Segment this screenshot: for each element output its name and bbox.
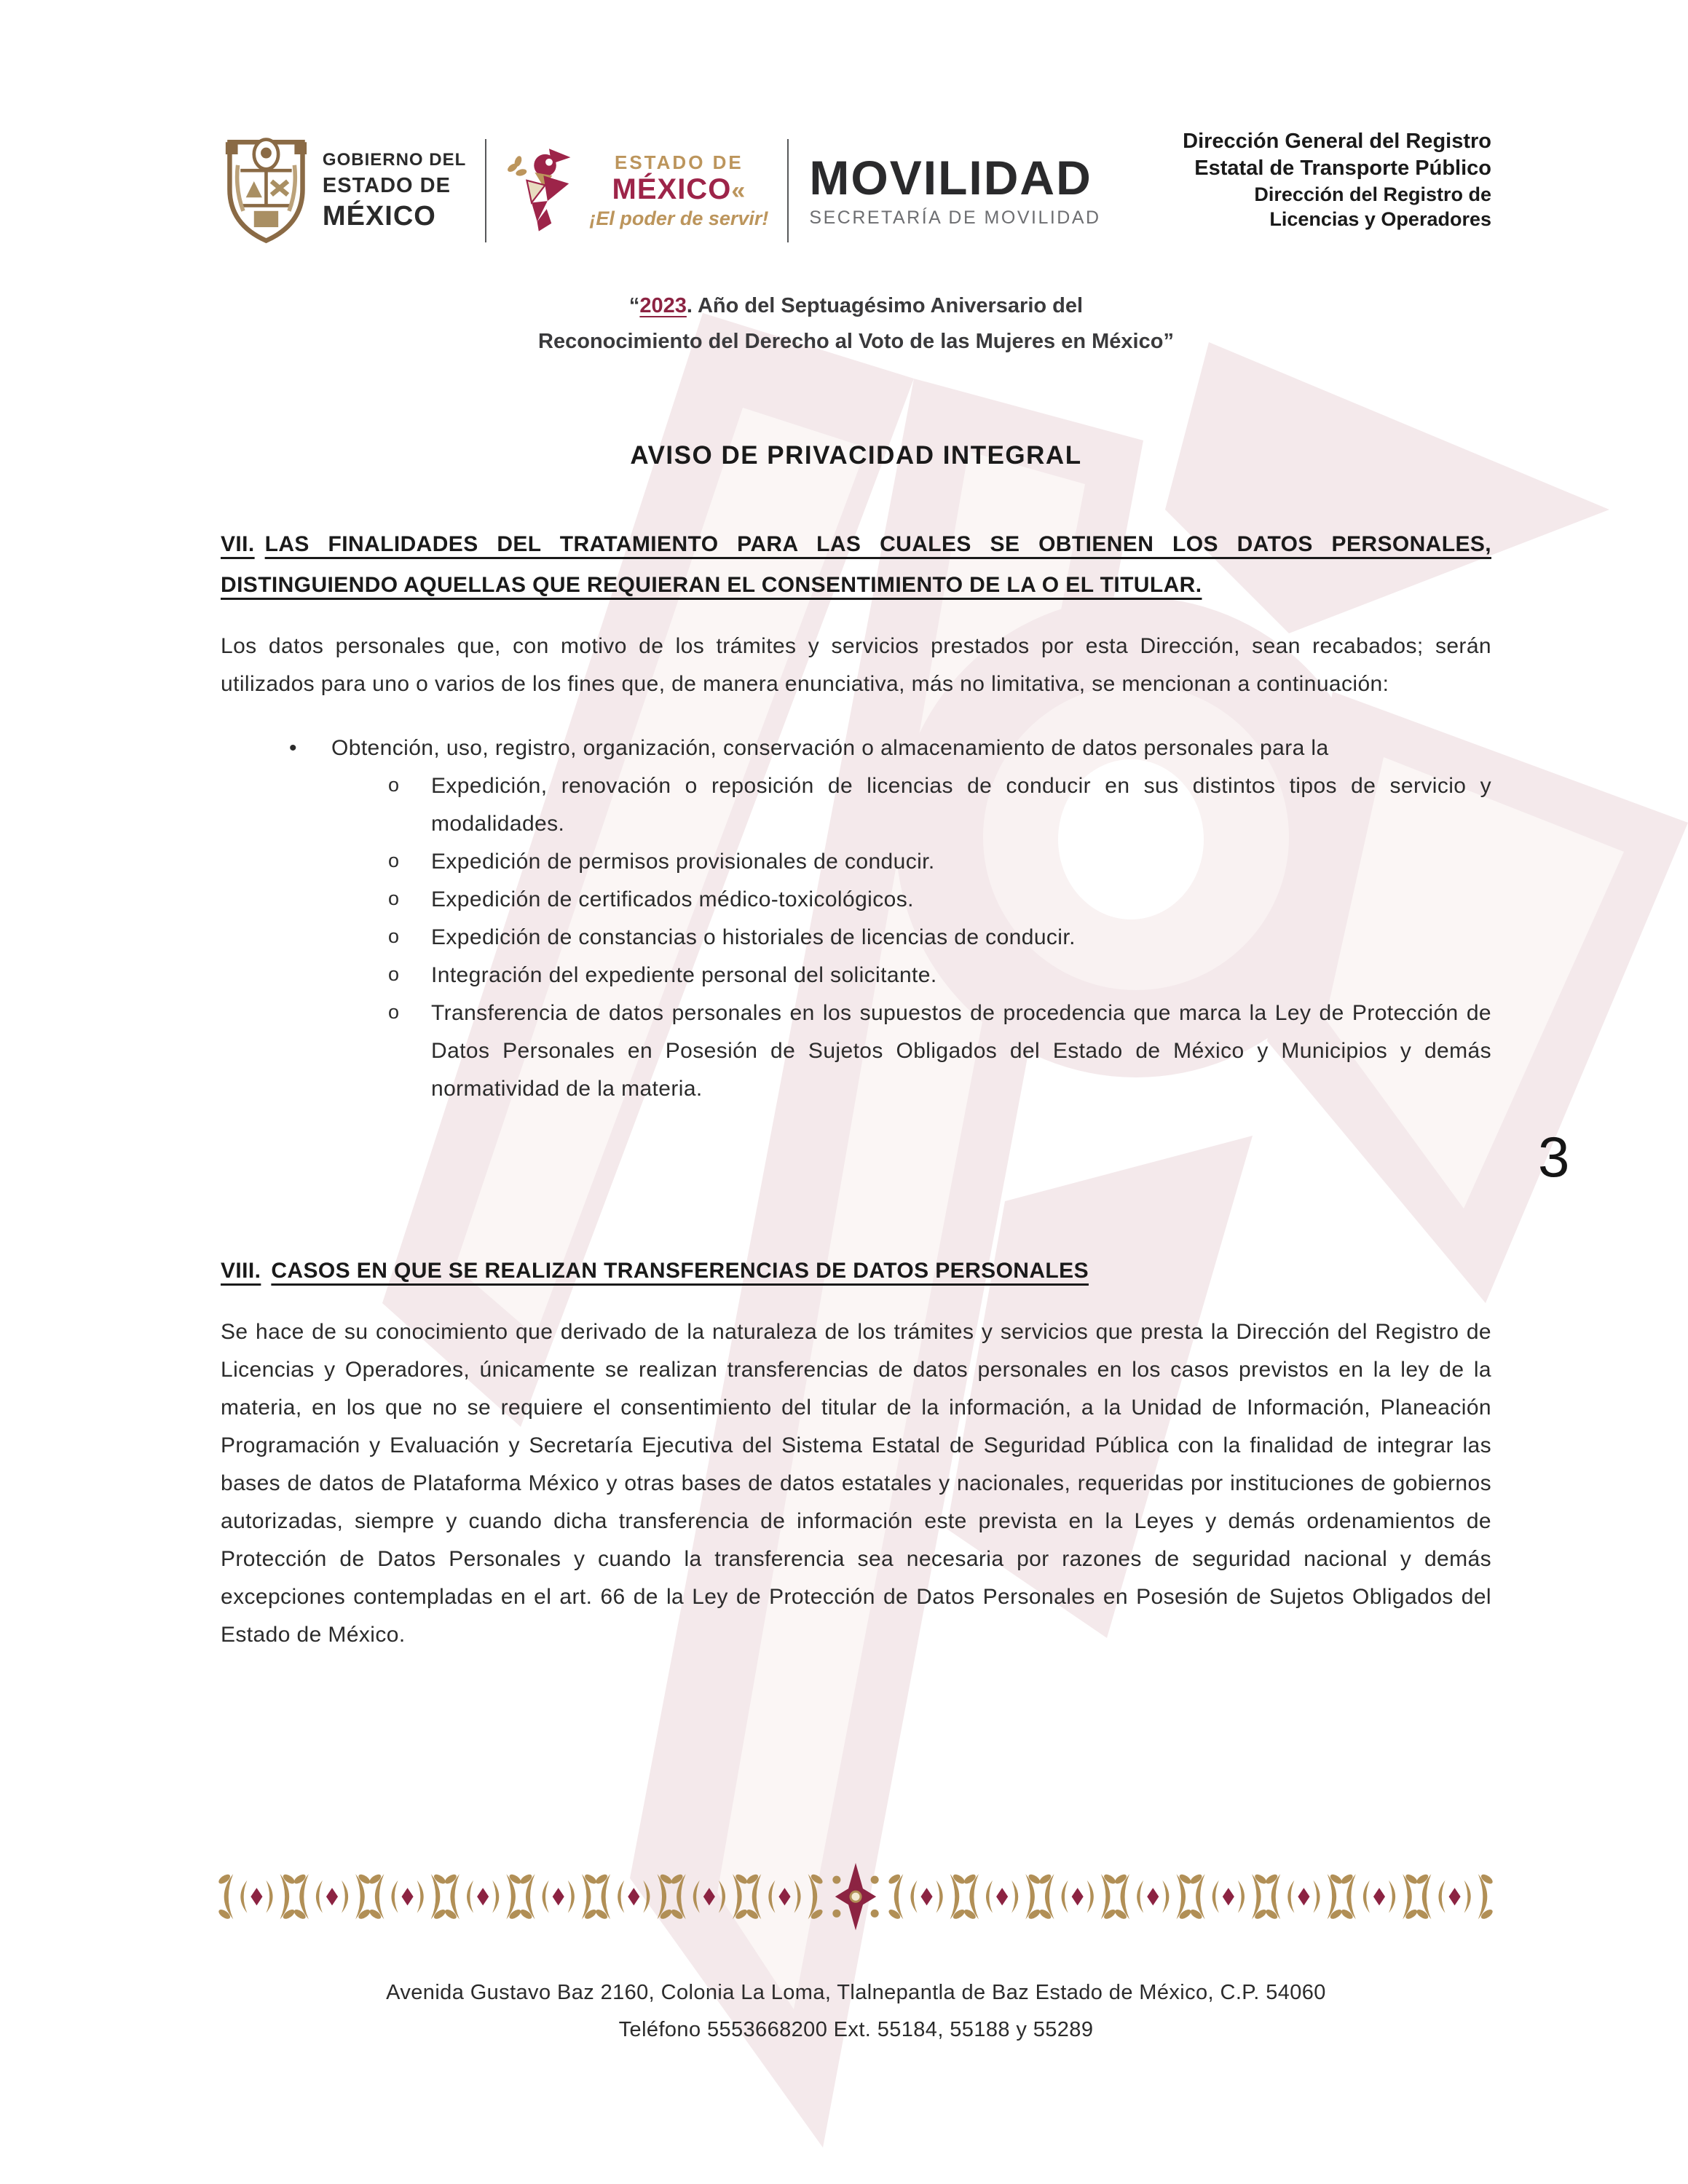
movilidad-title: MOVILIDAD xyxy=(809,150,1092,205)
edomex-chevrons: « xyxy=(731,177,746,205)
section-8-heading-text: CASOS EN QUE SE REALIZAN TRANSFERENCIAS DE DATOS PERSONALES xyxy=(271,1259,1089,1283)
list-item-text: Expedición de permisos provisionales de conducir. xyxy=(431,850,935,874)
header-logo-row xyxy=(224,125,1101,256)
list-item xyxy=(388,919,1491,957)
gobierno-line3: MÉXICO xyxy=(322,201,436,232)
gobierno-line2: ESTADO DE xyxy=(322,174,451,197)
list-item xyxy=(388,994,1491,1108)
list-item-text: Obtención, uso, registro, organización, conservación o almacenamiento de datos personales para la xyxy=(331,736,1329,760)
list-item-text: Integración del expediente personal del solicitante. xyxy=(431,963,937,987)
circle-bullet-icon: o xyxy=(388,1001,400,1023)
list-item xyxy=(289,729,1491,1108)
list-item-text: Expedición, renovación o reposición de licencias de conducir en sus distintos tipos de servicio y modalidades. xyxy=(431,774,1491,836)
motto-open-quote: “ xyxy=(628,294,640,317)
page-number: 3 xyxy=(1538,1125,1570,1189)
circle-bullet-icon: o xyxy=(388,887,400,909)
list-item xyxy=(388,767,1491,843)
document-body xyxy=(221,437,1491,1680)
list-item-text: Expedición de constancias o historiales de licencias de conducir. xyxy=(431,925,1076,949)
year-motto xyxy=(221,288,1491,360)
motto-line1-rest: . Año del Septuagésimo Aniversario del xyxy=(686,294,1084,317)
section-8-body: Se hace de su conocimiento que derivado de la naturaleza de los trámites y servicios que presta la Dirección del Registro de Licencias y Operadores, únicamente se realizan transferencias de datos personales en los casos previstos en la ley de la materia, en los que no se requiere el consentimiento del titular de la información, a la Unidad de Información, Planeación Programación y Evaluación y Secretaría Ejecutiva del Sistema Estatal de Seguridad Pública con la finalidad de integrar las bases de datos de Plataforma México y otras bases de datos estatales y nacionales, requeridas por instituciones de gobiernos autorizadas, siempre y cuando dicha transferencia de información este prevista en la Leyes y demás ordenamientos de Protección de Datos Personales y cuando la transferencia sea necesaria por razones de seguridad nacional y demás excepciones contempladas en el art. 66 de la Ley de Protección de Datos Personales en Posesión de Sujetos Obligados del Estado de México. xyxy=(221,1320,1491,1647)
gobierno-logo-text xyxy=(323,151,466,230)
circle-bullet-icon: o xyxy=(388,774,400,796)
department-line3: Dirección del Registro de xyxy=(1254,183,1491,205)
movilidad-logo xyxy=(809,150,1101,229)
list-item xyxy=(388,881,1491,919)
department-line4: Licencias y Operadores xyxy=(1269,208,1491,230)
header-separator xyxy=(485,139,486,242)
section-8-number: VIII. xyxy=(221,1259,261,1283)
ornamental-divider xyxy=(218,1862,1493,1932)
edomex-logo xyxy=(505,147,768,234)
list-item xyxy=(388,843,1491,881)
footer-phone: Teléfono 5553668200 Ext. 55184, 55188 y 55289 xyxy=(618,2018,1094,2041)
hummingbird-icon xyxy=(505,147,585,234)
footer-address: Avenida Gustavo Baz 2160, Colonia La Loma, Tlalnepantla de Baz Estado de México, C.P. 54060 xyxy=(386,1981,1326,2004)
department-line1: Dirección General del Registro xyxy=(1183,130,1491,153)
motto-line2: Reconocimiento del Derecho al Voto de las Mujeres en México” xyxy=(538,330,1174,353)
bullet-icon: • xyxy=(289,736,297,760)
gobierno-line1: GOBIERNO DEL xyxy=(322,150,467,170)
motto-year: 2023 xyxy=(639,294,687,317)
movilidad-subtitle: SECRETARÍA DE MOVILIDAD xyxy=(809,207,1101,228)
edomex-mexico: MÉXICO« xyxy=(612,173,746,205)
edomex-estado-de: ESTADO DE xyxy=(615,151,744,173)
circle-bullet-icon: o xyxy=(388,925,400,947)
purposes-list xyxy=(221,729,1491,1108)
section-7-number: VII. xyxy=(221,532,255,556)
list-item-text: Transferencia de datos personales en los supuestos de procedencia que marca la Ley de Protección de Datos Personales en Posesión de Sujetos Obligados del Estado de México y Municipios y demás normatividad de la materia. xyxy=(431,1001,1491,1101)
section-8-heading xyxy=(221,1251,1491,1291)
section-7-heading-text: LAS FINALIDADES DEL TRATAMIENTO PARA LAS CUALES SE OBTIENEN LOS DATOS PERSONALES, DISTINGUIENDO AQUELLAS QUE REQUIERAN EL CONSENTIMIENTO DE LA O EL TITULAR. xyxy=(221,532,1491,597)
document-title: AVISO DE PRIVACIDAD INTEGRAL xyxy=(630,441,1082,470)
footer xyxy=(221,1974,1491,2049)
circle-bullet-icon: o xyxy=(388,850,400,871)
purposes-sub-list xyxy=(331,767,1491,1108)
circle-bullet-icon: o xyxy=(388,963,400,985)
section-7-heading xyxy=(221,524,1491,606)
edomex-logo-text xyxy=(589,151,768,230)
department-line2: Estatal de Transporte Público xyxy=(1194,157,1491,180)
list-item-text: Expedición de certificados médico-toxicológicos. xyxy=(431,887,914,911)
list-item xyxy=(388,957,1491,994)
estado-de-mexico-coat-of-arms-icon xyxy=(224,135,308,246)
header-separator xyxy=(787,139,789,242)
edomex-slogan: ¡El poder de servir! xyxy=(589,207,769,229)
section-7-intro: Los datos personales que, con motivo de los trámites y servicios prestados por esta Dirección, sean recabados; serán utilizados para uno o varios de los fines que, de manera enunciativa, más no limitativa, se mencionan a continuación: xyxy=(221,634,1491,696)
department-block xyxy=(1183,128,1491,232)
